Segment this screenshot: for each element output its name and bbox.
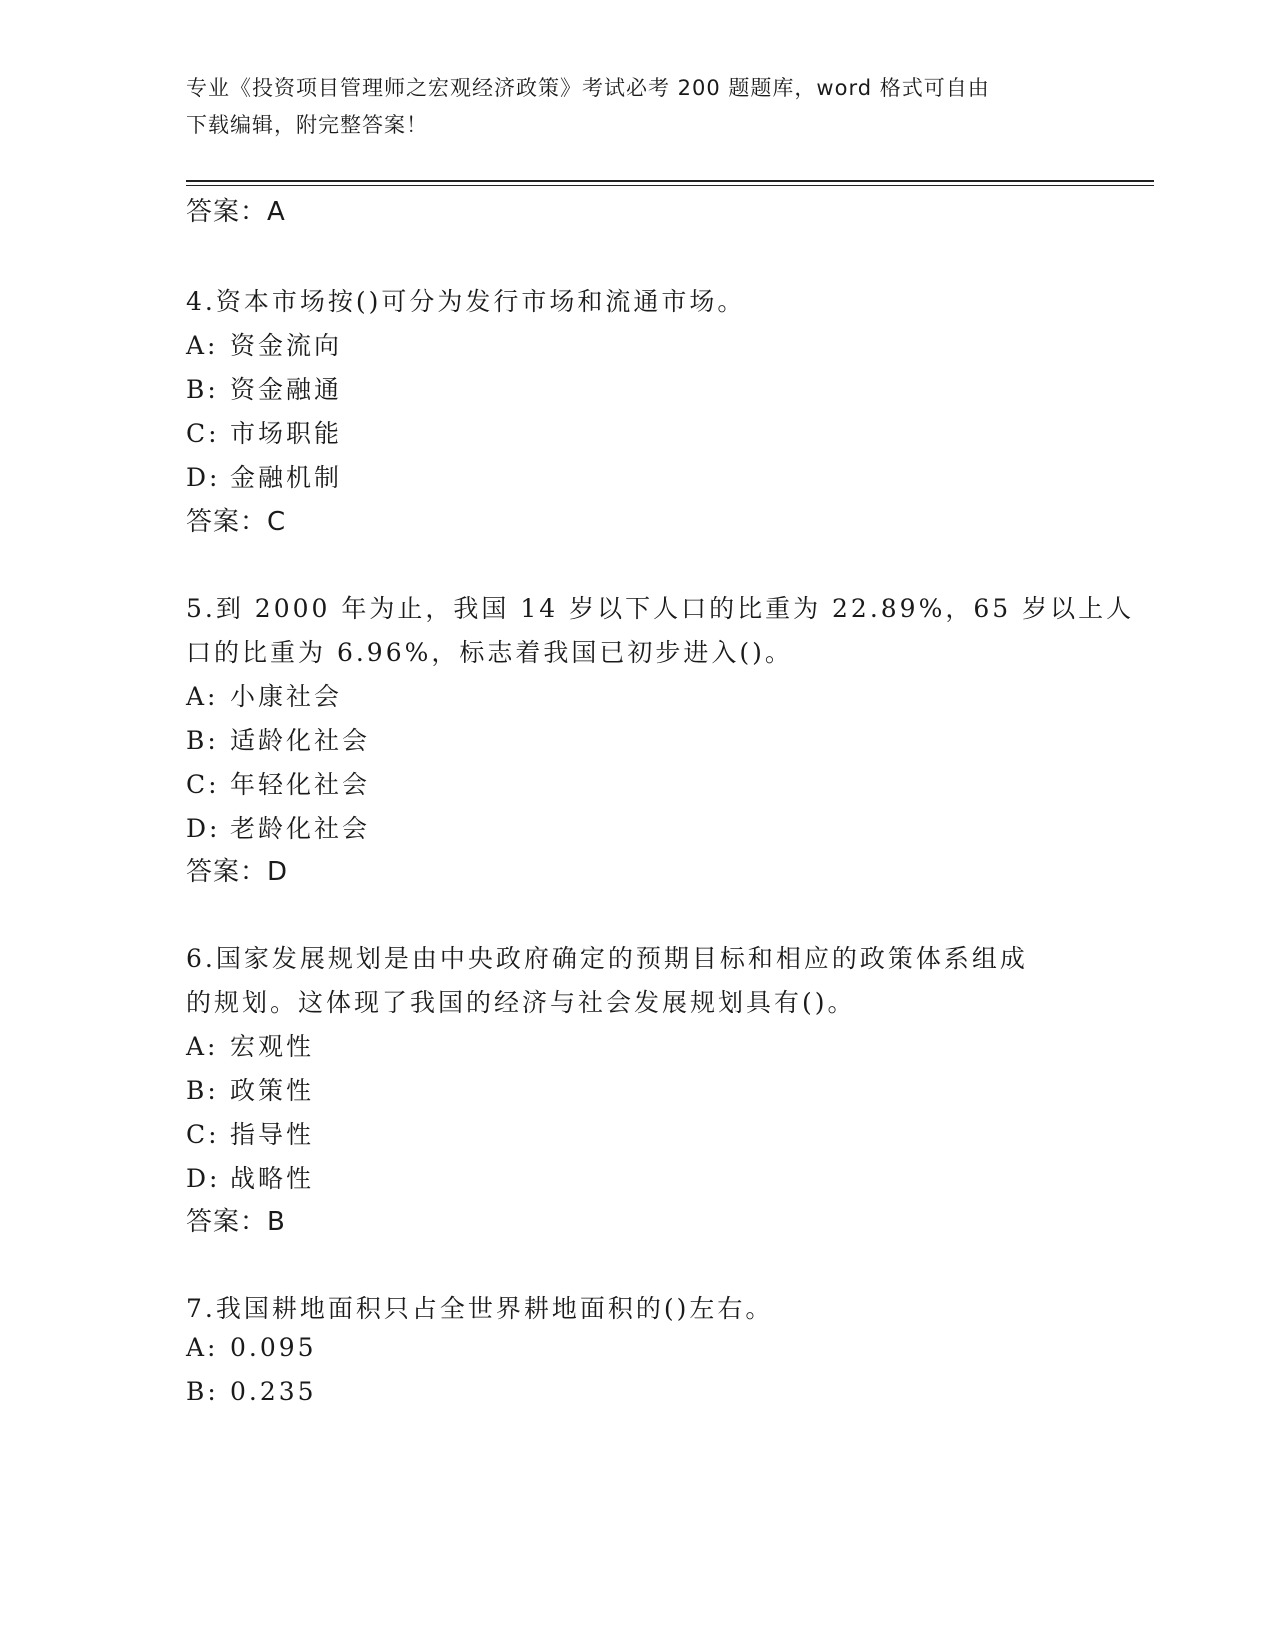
question-5-stem-line-1: 5.到 2000 年为止，我国 14 岁以下人口的比重为 22.89%，65 岁以上人 [186,594,1135,623]
question-6-stem-line-2: 的规划。这体现了我国的经济与社会发展规划具有()。 [186,988,856,1017]
answer-q4: 答案：C [186,507,287,537]
option-text: 资金流向 [230,331,343,360]
option-text: 老龄化社会 [230,814,371,843]
question-5-stem-line-2: 口的比重为 6.96%，标志着我国已初步进入()。 [186,638,793,667]
option-letter: B: [186,726,219,755]
question-5-option-b [186,721,370,757]
option-text: 适龄化社会 [230,726,371,755]
option-letter: B: [186,375,219,404]
question-6-option-a [186,1027,314,1063]
option-letter: A: [186,331,219,360]
question-5-option-d [186,809,370,845]
question-4-option-d [186,458,342,494]
header-divider-thin [186,185,1154,186]
option-letter: C: [186,1120,220,1149]
header-line-1: 专业《投资项目管理师之宏观经济政策》考试必考 200 题题库，word 格式可自由 [186,76,990,100]
question-5-option-c [186,765,370,801]
question-4-stem: 4.资本市场按()可分为发行市场和流通市场。 [186,287,746,316]
option-text: 金融机制 [230,463,343,492]
question-7-stem: 7.我国耕地面积只占全世界耕地面积的()左右。 [186,1294,774,1323]
option-letter: A: [186,682,219,711]
option-text: 市场职能 [230,419,343,448]
option-text: 政策性 [230,1076,315,1105]
option-text: 年轻化社会 [230,770,371,799]
question-6-option-b [186,1071,314,1107]
option-letter: D: [186,814,221,843]
option-text: 0.235 [230,1377,317,1406]
question-7-option-b [186,1377,317,1406]
option-letter: A: [186,1333,219,1362]
answer-q5: 答案：D [186,857,289,887]
question-4-option-a [186,326,342,362]
question-7-option-a [186,1333,317,1362]
option-text: 宏观性 [230,1032,315,1061]
option-letter: B: [186,1076,219,1105]
question-6-option-d [186,1159,314,1195]
option-text: 0.095 [230,1333,317,1362]
option-letter: C: [186,419,220,448]
option-letter: B: [186,1377,219,1406]
option-text: 小康社会 [230,682,343,711]
question-6-stem-line-1: 6.国家发展规划是由中央政府确定的预期目标和相应的政策体系组成 [186,944,1028,973]
document-header [186,70,1086,144]
option-letter: A: [186,1032,219,1061]
header-divider-thick [186,180,1154,182]
question-6-option-c [186,1115,314,1151]
option-text: 指导性 [230,1120,315,1149]
question-5-option-a [186,677,342,713]
option-letter: D: [186,463,221,492]
option-letter: D: [186,1164,221,1193]
option-letter: C: [186,770,220,799]
option-text: 战略性 [230,1164,315,1193]
answer-q3: 答案：A [186,197,286,227]
answer-q6: 答案：B [186,1207,286,1237]
question-4-option-c [186,414,342,450]
option-text: 资金融通 [230,375,343,404]
header-line-2: 下载编辑，附完整答案！ [186,113,428,137]
question-4-option-b [186,370,342,406]
